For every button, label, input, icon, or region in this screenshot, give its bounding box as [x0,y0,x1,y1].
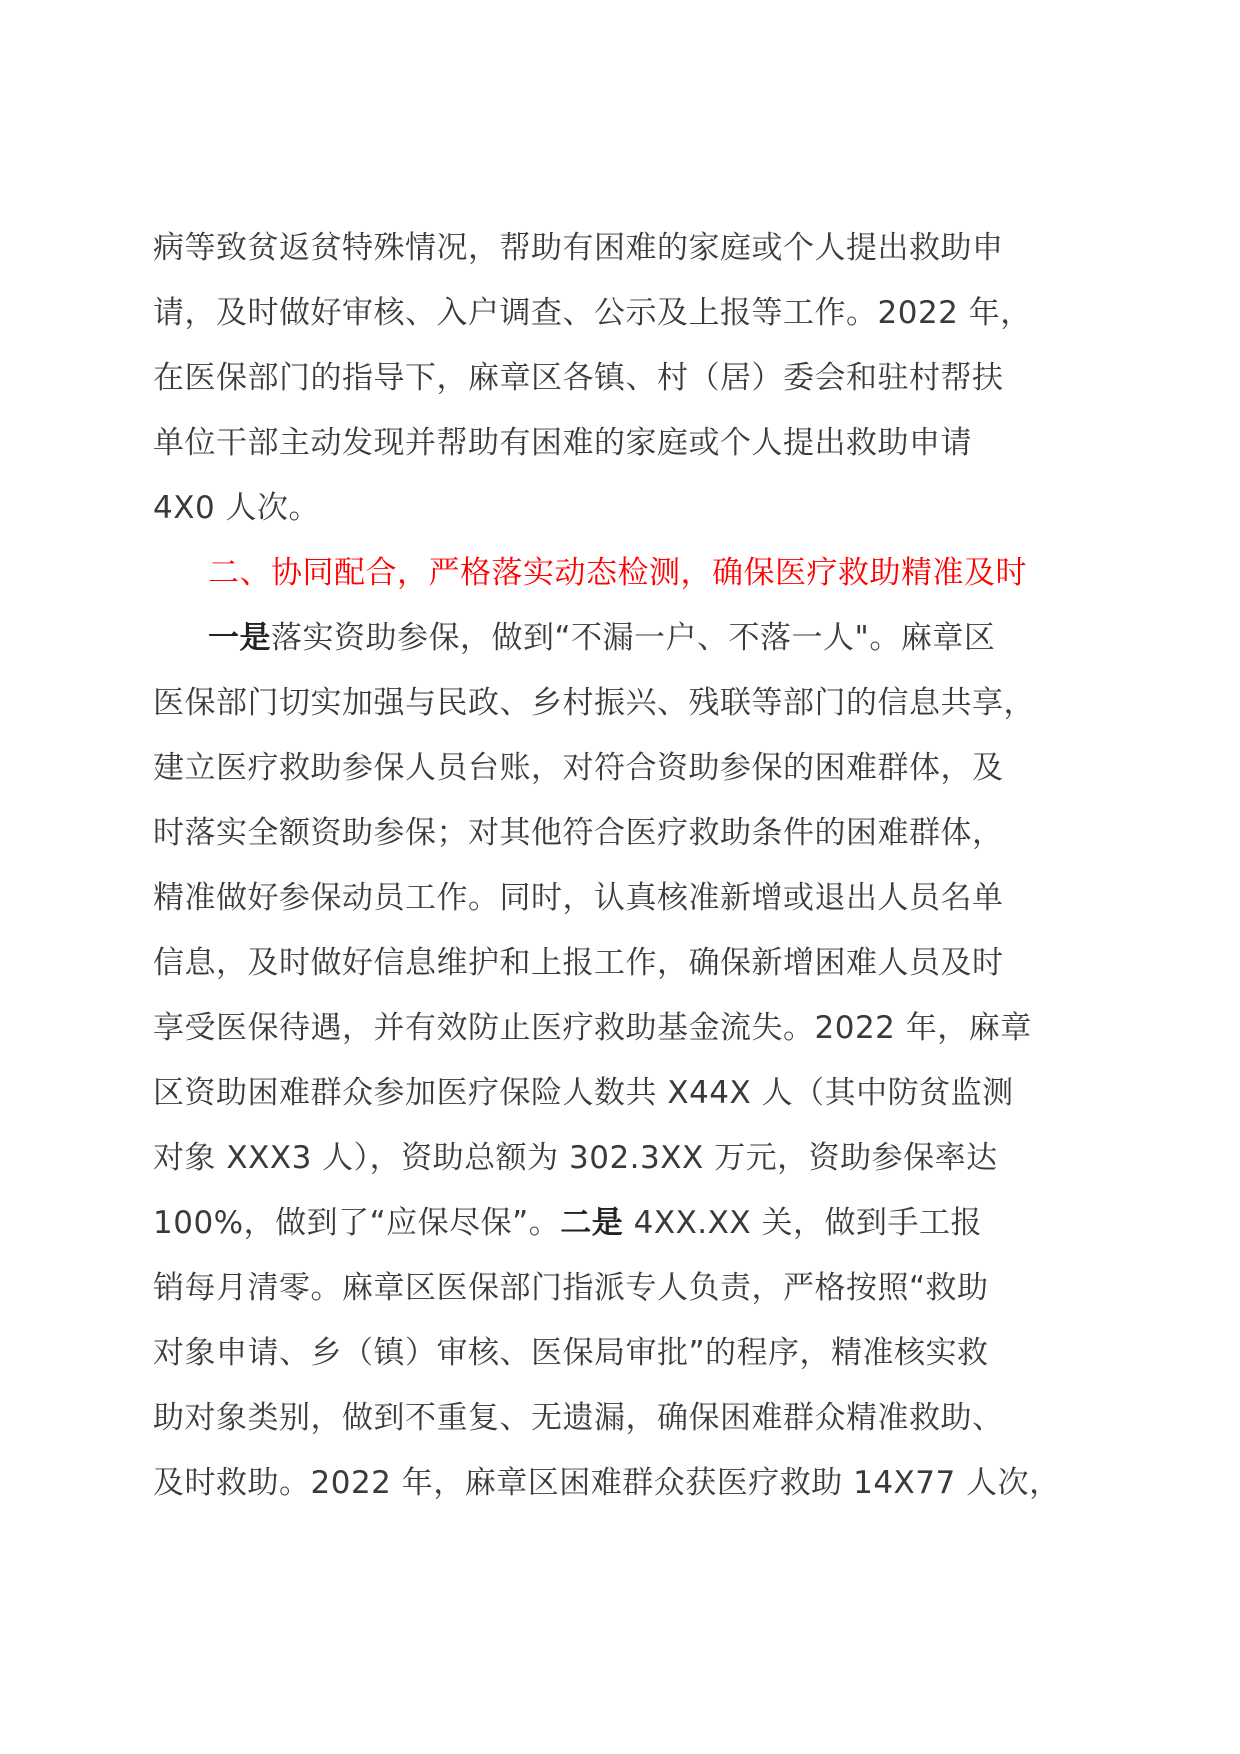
point-one-label: 一是 [208,620,271,656]
paragraph-line: 及时救助。2022 年，麻章区困难群众获医疗救助 14X77 人次， [153,1465,1061,1501]
paragraph-line: 4X0 人次。 [153,490,321,526]
point-one-line [153,606,1093,671]
paragraph-line: 单位干部主动发现并帮助有困难的家庭或个人提出救助申请 [153,425,972,461]
paragraph-line: 在医保部门的指导下，麻章区各镇、村（居）委会和驻村帮扶 [153,360,1004,396]
paragraph-line: 建立医疗救助参保人员台账，对符合资助参保的困难群体，及 [153,750,1004,786]
point-one-text: 落实资助参保，做到“不漏一户、不落一人"。麻章区 [271,620,996,656]
point-two-line [153,1191,1093,1256]
paragraph-line: 助对象类别，做到不重复、无遗漏，确保困难群众精准救助、 [153,1400,1004,1436]
document-body [153,216,1093,1516]
paragraph-line: 对象 XXX3 人），资助总额为 302.3XX 万元，资助参保率达 [153,1140,998,1176]
point-two-label: 二是 [560,1205,624,1241]
paragraph-line: 医保部门切实加强与民政、乡村振兴、残联等部门的信息共享， [153,685,1035,721]
paragraph-line: 请，及时做好审核、入户调查、公示及上报等工作。2022 年， [153,295,1032,331]
paragraph-line: 享受医保待遇，并有效防止医疗救助基金流失。2022 年，麻章 [153,1010,1032,1046]
paragraph-line: 时落实全额资助参保；对其他符合医疗救助条件的困难群体， [153,815,1004,851]
paragraph-line: 销每月清零。麻章区医保部门指派专人负责，严格按照“救助 [153,1270,989,1306]
paragraph-line: 对象申请、乡（镇）审核、医保局审批”的程序，精准核实救 [153,1335,989,1371]
section-heading: 二、协同配合，严格落实动态检测，确保医疗救助精准及时 [208,555,1027,591]
paragraph-line: 信息，及时做好信息维护和上报工作，确保新增困难人员及时 [153,945,1004,981]
paragraph-line: 病等致贫返贫特殊情况，帮助有困难的家庭或个人提出救助申 [153,230,1004,266]
paragraph-line: 区资助困难群众参加医疗保险人数共 X44X 人（其中防贫监测 [153,1075,1014,1111]
paragraph-line: 精准做好参保动员工作。同时，认真核准新增或退出人员名单 [153,880,1004,916]
point-one-conclusion: 100%，做到了“应保尽保”。 [153,1205,561,1241]
point-two-text: 4XX.XX 关，做到手工报 [623,1205,982,1241]
